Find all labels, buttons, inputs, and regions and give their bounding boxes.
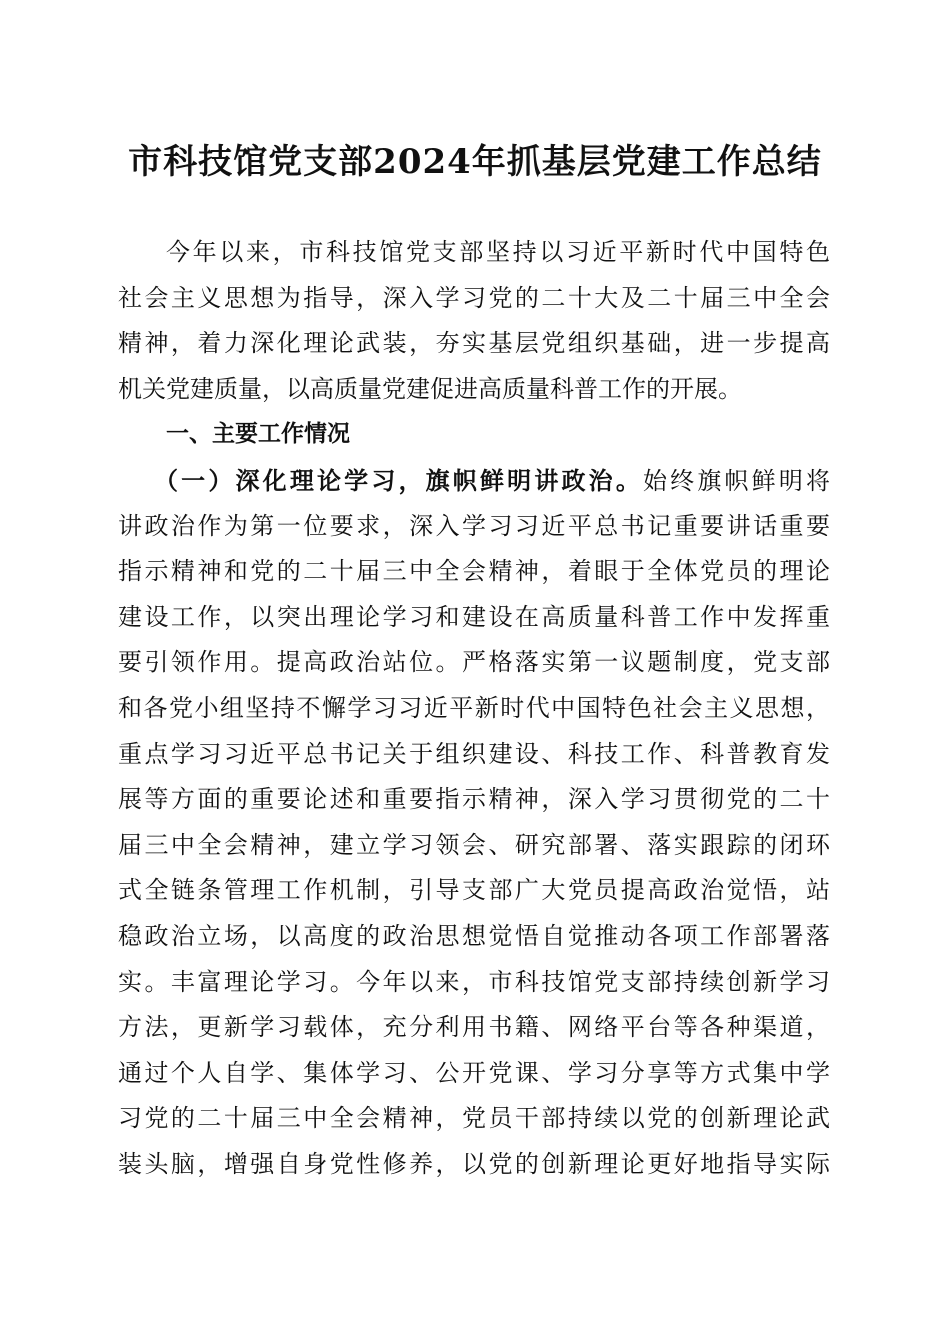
body-line: 指示精神和党的二十届三中全会精神，着眼于全体党员的理论 [118, 557, 830, 586]
body-line: 届三中全会精神，建立学习领会、研究部署、落实跟踪的闭环 [118, 830, 830, 859]
body-line: 装头脑，增强自身党性修养，以党的创新理论更好地指导实际 [118, 1149, 830, 1178]
body-line: 要引领作用。提高政治站位。严格落实第一议题制度，党支部 [118, 648, 830, 677]
body-line: 讲政治作为第一位要求，深入学习习近平总书记重要讲话重要 [118, 511, 830, 540]
body-line: 建设工作，以突出理论学习和建设在高质量科普工作中发挥重 [118, 602, 830, 631]
body-line: 和各党小组坚持不懈学习习近平新时代中国特色社会主义思想， [118, 693, 830, 722]
body-line: 习党的二十届三中全会精神，党员干部持续以党的创新理论武 [118, 1104, 830, 1133]
document-body [118, 230, 830, 1187]
intro-line-3: 精神，着力深化理论武装，夯实基层党组织基础，进一步提高 [118, 329, 830, 358]
subsection-heading-1: （一）深化理论学习，旗帜鲜明讲政治。 [154, 465, 643, 495]
body-line: 方法，更新学习载体，充分利用书籍、网络平台等各种渠道， [118, 1013, 830, 1042]
body-line: 实。丰富理论学习。今年以来，市科技馆党支部持续创新学习 [118, 967, 830, 996]
subsection-first-line [118, 458, 830, 504]
section-heading-1: 一、主要工作情况 [166, 421, 350, 448]
document-title: 市科技馆党支部2024年抓基层党建工作总结 [128, 142, 822, 182]
intro-line-1: 今年以来，市科技馆党支部坚持以习近平新时代中国特色 [166, 238, 830, 266]
subsection-first-line-rest: 始终旗帜鲜明将 [643, 466, 830, 495]
body-line: 稳政治立场，以高度的政治思想觉悟自觉推动各项工作部署落 [118, 921, 830, 950]
intro-line-2: 社会主义思想为指导，深入学习党的二十大及二十届三中全会 [118, 283, 830, 312]
body-line: 重点学习习近平总书记关于组织建设、科技工作、科普教育发 [118, 739, 830, 768]
intro-line-4: 机关党建质量，以高质量党建促进高质量科普工作的开展。 [118, 374, 742, 403]
body-line: 展等方面的重要论述和重要指示精神，深入学习贯彻党的二十 [118, 785, 830, 814]
body-line: 式全链条管理工作机制，引导支部广大党员提高政治觉悟，站 [118, 876, 830, 905]
body-line: 通过个人自学、集体学习、公开党课、学习分享等方式集中学 [118, 1058, 830, 1087]
